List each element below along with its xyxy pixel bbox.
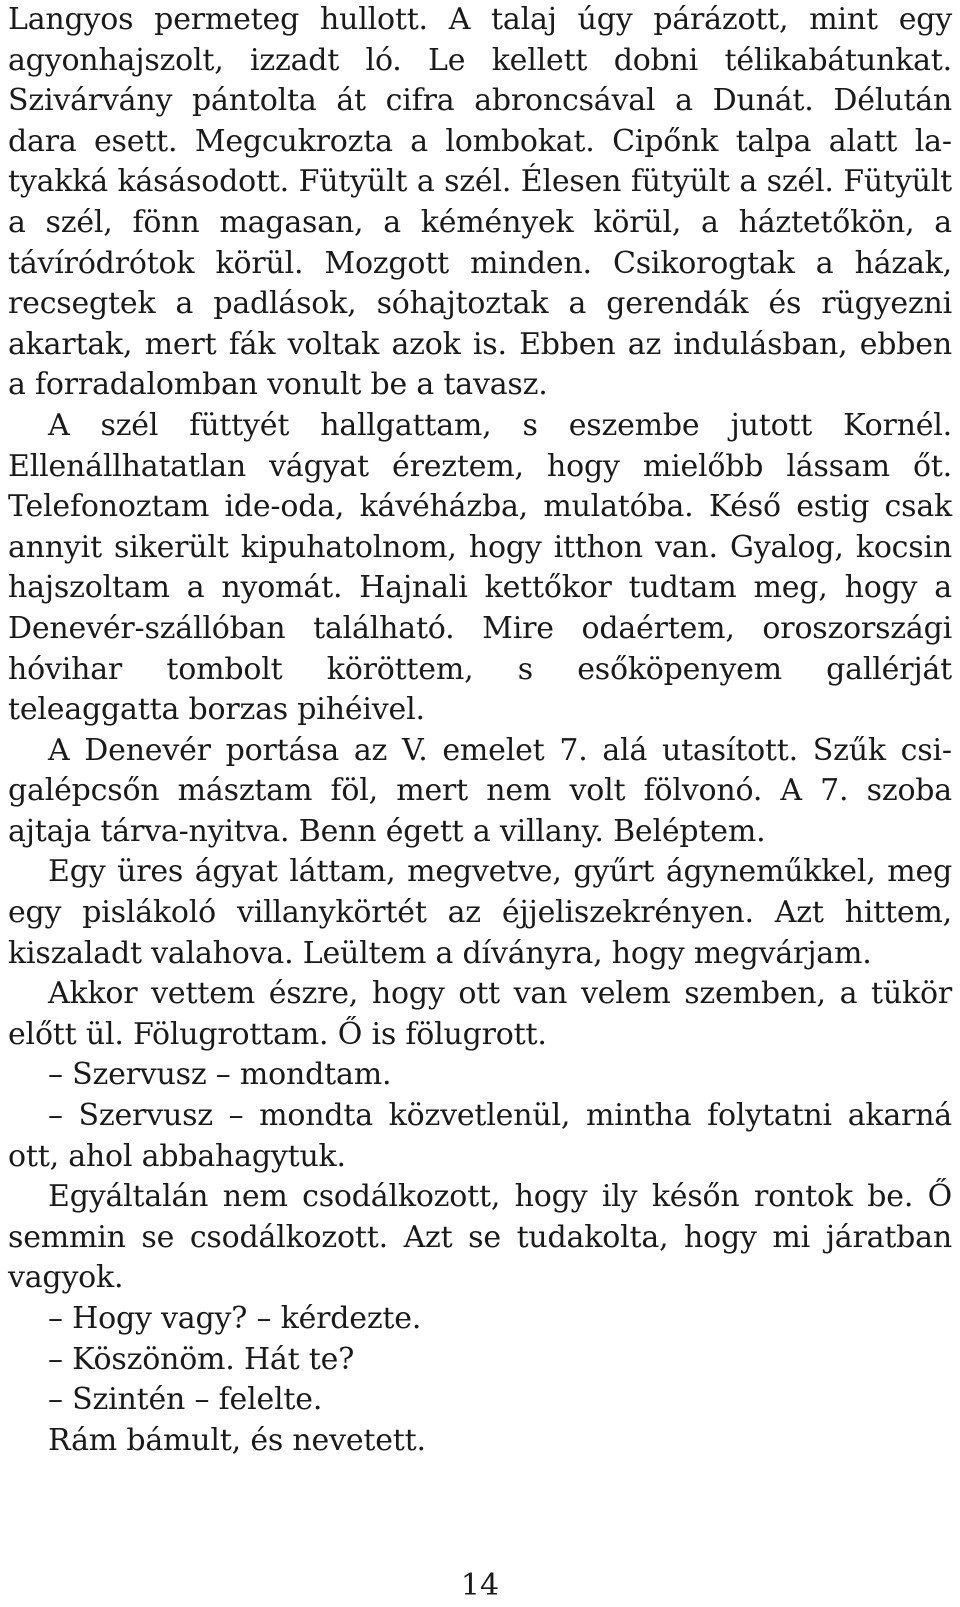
paragraph: Egyáltalán nem csodálkozott, hogy ily későn rontok be. Ő semmin se csodálkozott. Azt se tudakolta, hogy mi járatban vagyok.	[8, 1179, 952, 1296]
page-number: 14	[460, 1568, 500, 1603]
dialogue-line: – Köszönöm. Hát te?	[48, 1341, 355, 1377]
paragraph: Rám bámult, és nevetett.	[48, 1422, 426, 1458]
paragraph: A Denevér portása az V. emelet 7. alá utasított. Szűk csigalépcsőn másztam föl, mert nem volt fölvonó. A 7. szoba ajtaja tárva-nyitva. Benn égett a villany. Beléptem.	[8, 732, 952, 849]
dialogue-line: – Hogy vagy? – kérdezte.	[48, 1301, 422, 1336]
paragraph: Egy üres ágyat láttam, megvetve, gyűrt ágyneműkkel, meg egy pislákoló villanykörtét az éjjeliszekrényen. Azt hittem, kiszaladt valahova. Leültem a díványra, hogy megvárjam.	[8, 854, 952, 971]
paragraph: A szél füttyét hallgattam, s eszembe jutott Kornél. Ellenállhatatlan vágyat éreztem, hogy mielőbb lássam őt. Telefonoztam ide-oda, kávéházba, mulatóba. Késő estig csak annyit sikerült kipuhatolnom, hogy itthon van. Gyalog, kocsin hajszoltam a nyomát. Hajnali kettőkor tudtam meg, hogy a Denevér-szállóban található. Mire odaértem, oroszországi hóvihar tombolt köröttem, s esőköpenyem gallérját teleaggatta borzas pihéivel.	[8, 407, 952, 728]
dialogue-line: – Szervusz – mondtam.	[48, 1057, 392, 1093]
page-body	[8, 0, 952, 1461]
paragraph: Akkor vettem észre, hogy ott van velem szemben, a tükör előtt ül. Fölugrottam. Ő is fölugrott.	[8, 976, 952, 1052]
dialogue-line: – Szervusz – mondta közvetlenül, mintha folytatni akarná ott, ahol abbahagytuk.	[8, 1098, 952, 1174]
dialogue-line: – Szintén – felelte.	[48, 1382, 323, 1418]
paragraph: Langyos permeteg hullott. A talaj úgy párázott, mint egy agyonhajszolt, izzadt ló. Le kellett dobni télikabátunkat. Szivárvány pántolta át cifra abroncsával a Dunát. Délután dara esett. Megcukrozta a lombokat. Cipőnk talpa alatt latyakká kásásodott. Fütyült a szél. Élesen fütyült a szél. Fütyült a szél, fönn magasan, a kémények körül, a háztetőkön, a távíródrótok körül. Mozgott minden. Csikorogtak a házak, recsegtek a padlások, sóhajtoztak a gerendák és rügyezni akartak, mert fák voltak azok is. Ebben az indulásban, ebben a forradalomban vonult be a tavasz.	[8, 2, 952, 403]
